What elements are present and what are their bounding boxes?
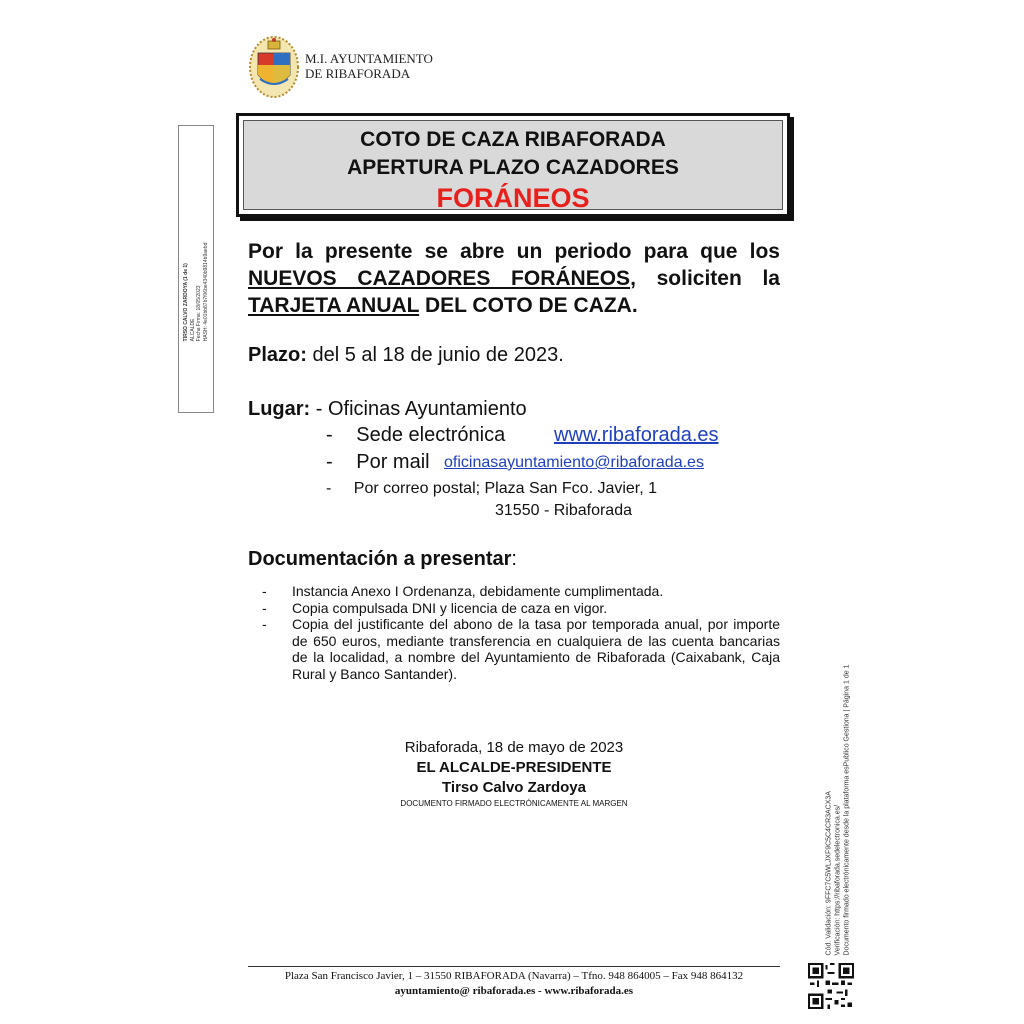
mail-label: Por mail xyxy=(356,451,430,473)
lugar-item-mail xyxy=(326,451,430,474)
plazo-value: del 5 al 18 de junio de 2023. xyxy=(306,344,564,366)
docs-item-1: Instancia Anexo I Ordenanza, debidamente cumplimentada. xyxy=(292,583,664,599)
mail-link[interactable]: oficinasayuntamiento@ribaforada.es xyxy=(444,454,704,471)
docs-title-colon: : xyxy=(511,548,517,570)
sign-note: DOCUMENTO FIRMADO ELECTRÓNICAMENTE AL MARGEN xyxy=(400,799,628,808)
footer-address: Plaza San Francisco Javier, 1 – 31550 RIBAFORADA (Navarra) – Tfno. 948 864005 – Fax 948 864132 xyxy=(284,970,744,982)
intro-part-4: TARJETA ANUAL xyxy=(248,294,420,317)
validation-text xyxy=(825,665,852,956)
postal-city: 31550 - Ribaforada xyxy=(495,502,632,519)
municipality-header xyxy=(305,51,433,81)
header-line-1: M.I. AYUNTAMIENTO xyxy=(305,51,433,66)
signature-line-2: ALCALDE xyxy=(189,318,196,342)
footer-contact: ayuntamiento@ ribaforada.es - www.ribaforada.es xyxy=(394,985,634,997)
footer-divider xyxy=(248,966,780,967)
header-line-2: DE RIBAFORADA xyxy=(305,66,411,81)
sede-link[interactable]: www.ribaforada.es xyxy=(554,424,719,446)
dash: - xyxy=(326,451,333,473)
docs-title-bold: Documentación a presentar xyxy=(248,548,512,570)
intro-part-1: Por la presente se abre un periodo para que los xyxy=(248,240,780,263)
postal-address: Por correo postal; Plaza San Fco. Javier, 1 xyxy=(353,480,658,497)
intro-part-2: NUEVOS CAZADORES FORÁNEOS xyxy=(248,267,631,290)
validation-line-3: Documento firmado electrónicamente desde la plataforma esPublico Gestiona | Página 1 de 1 xyxy=(843,664,851,956)
title-line-1: COTO DE CAZA RIBAFORADA xyxy=(360,128,666,151)
intro-paragraph xyxy=(248,238,780,319)
title-line-2: APERTURA PLAZO CAZADORES xyxy=(347,156,679,179)
list-item: - Copia del justificante del abono de la tasa por temporada anual, por importe de 650 euros, mediante transferencia en cualquiera de las cuenta bancarias de la localidad, a nombre del Ayuntamiento de Ribaforada (Caixabank, Caja Rural y Banco Santander). xyxy=(262,616,780,682)
plazo-label: Plazo: xyxy=(248,344,307,366)
intro-part-3: , soliciten la xyxy=(630,267,780,290)
list-item: - Instancia Anexo I Ordenanza, debidamente cumplimentada. xyxy=(262,583,780,600)
sede-label: Sede electrónica xyxy=(356,424,506,446)
validation-line-1: Cód. Validación: 9FFC7C5WLJXF9C5C4CR3ACX3A xyxy=(825,791,833,956)
docs-item-3: Copia del justificante del abono de la tasa por temporada anual, por importe de 650 euros, mediante transferencia en cualquiera de las cuenta bancarias de la localidad, a nombre del Ayuntamiento de Ribaforada (Caixabank, Caja Rural y Banco Santander). xyxy=(292,616,780,682)
coat-of-arms-icon xyxy=(248,33,300,99)
sign-date: Ribaforada, 18 de mayo de 2023 xyxy=(404,739,624,756)
docs-title xyxy=(248,548,517,571)
docs-item-2: Copia compulsada DNI y licencia de caza en vigor. xyxy=(292,599,608,616)
lugar-line xyxy=(248,398,527,421)
docs-list xyxy=(262,583,780,682)
footer xyxy=(248,969,780,999)
signature-line-4: HASH: 4e01bb87b7f06be4340b9814b9aebd xyxy=(202,242,209,342)
lugar-label: Lugar: xyxy=(248,398,311,420)
validation-line-2: Verificación: https://ribaforada.sedelectronica.es/ xyxy=(834,804,842,956)
title-box xyxy=(236,113,790,217)
signature-line-3: Fecha Firma: 18/05/2023 xyxy=(196,285,202,342)
signature-block xyxy=(248,738,780,809)
sign-name: Tirso Calvo Zardoya xyxy=(442,779,586,796)
signature-line-1: TIRSO CALVO ZARDOYA (1 de 1) xyxy=(183,263,189,342)
lugar-item-sede xyxy=(326,424,505,447)
title-line-3: FORÁNEOS xyxy=(436,183,590,213)
signature-strip-text xyxy=(183,243,209,342)
lugar-first: - Oficinas Ayuntamiento xyxy=(310,398,527,420)
list-item: - Copia compulsada DNI y licencia de caza en vigor. xyxy=(262,600,780,617)
sign-role: EL ALCALDE-PRESIDENTE xyxy=(416,759,612,776)
dash: - xyxy=(326,480,332,497)
intro-part-5: DEL COTO DE CAZA. xyxy=(419,294,638,317)
dash: - xyxy=(326,424,333,446)
plazo-line xyxy=(248,344,564,367)
lugar-item-postal xyxy=(326,480,657,498)
qr-code-icon xyxy=(808,963,854,1009)
